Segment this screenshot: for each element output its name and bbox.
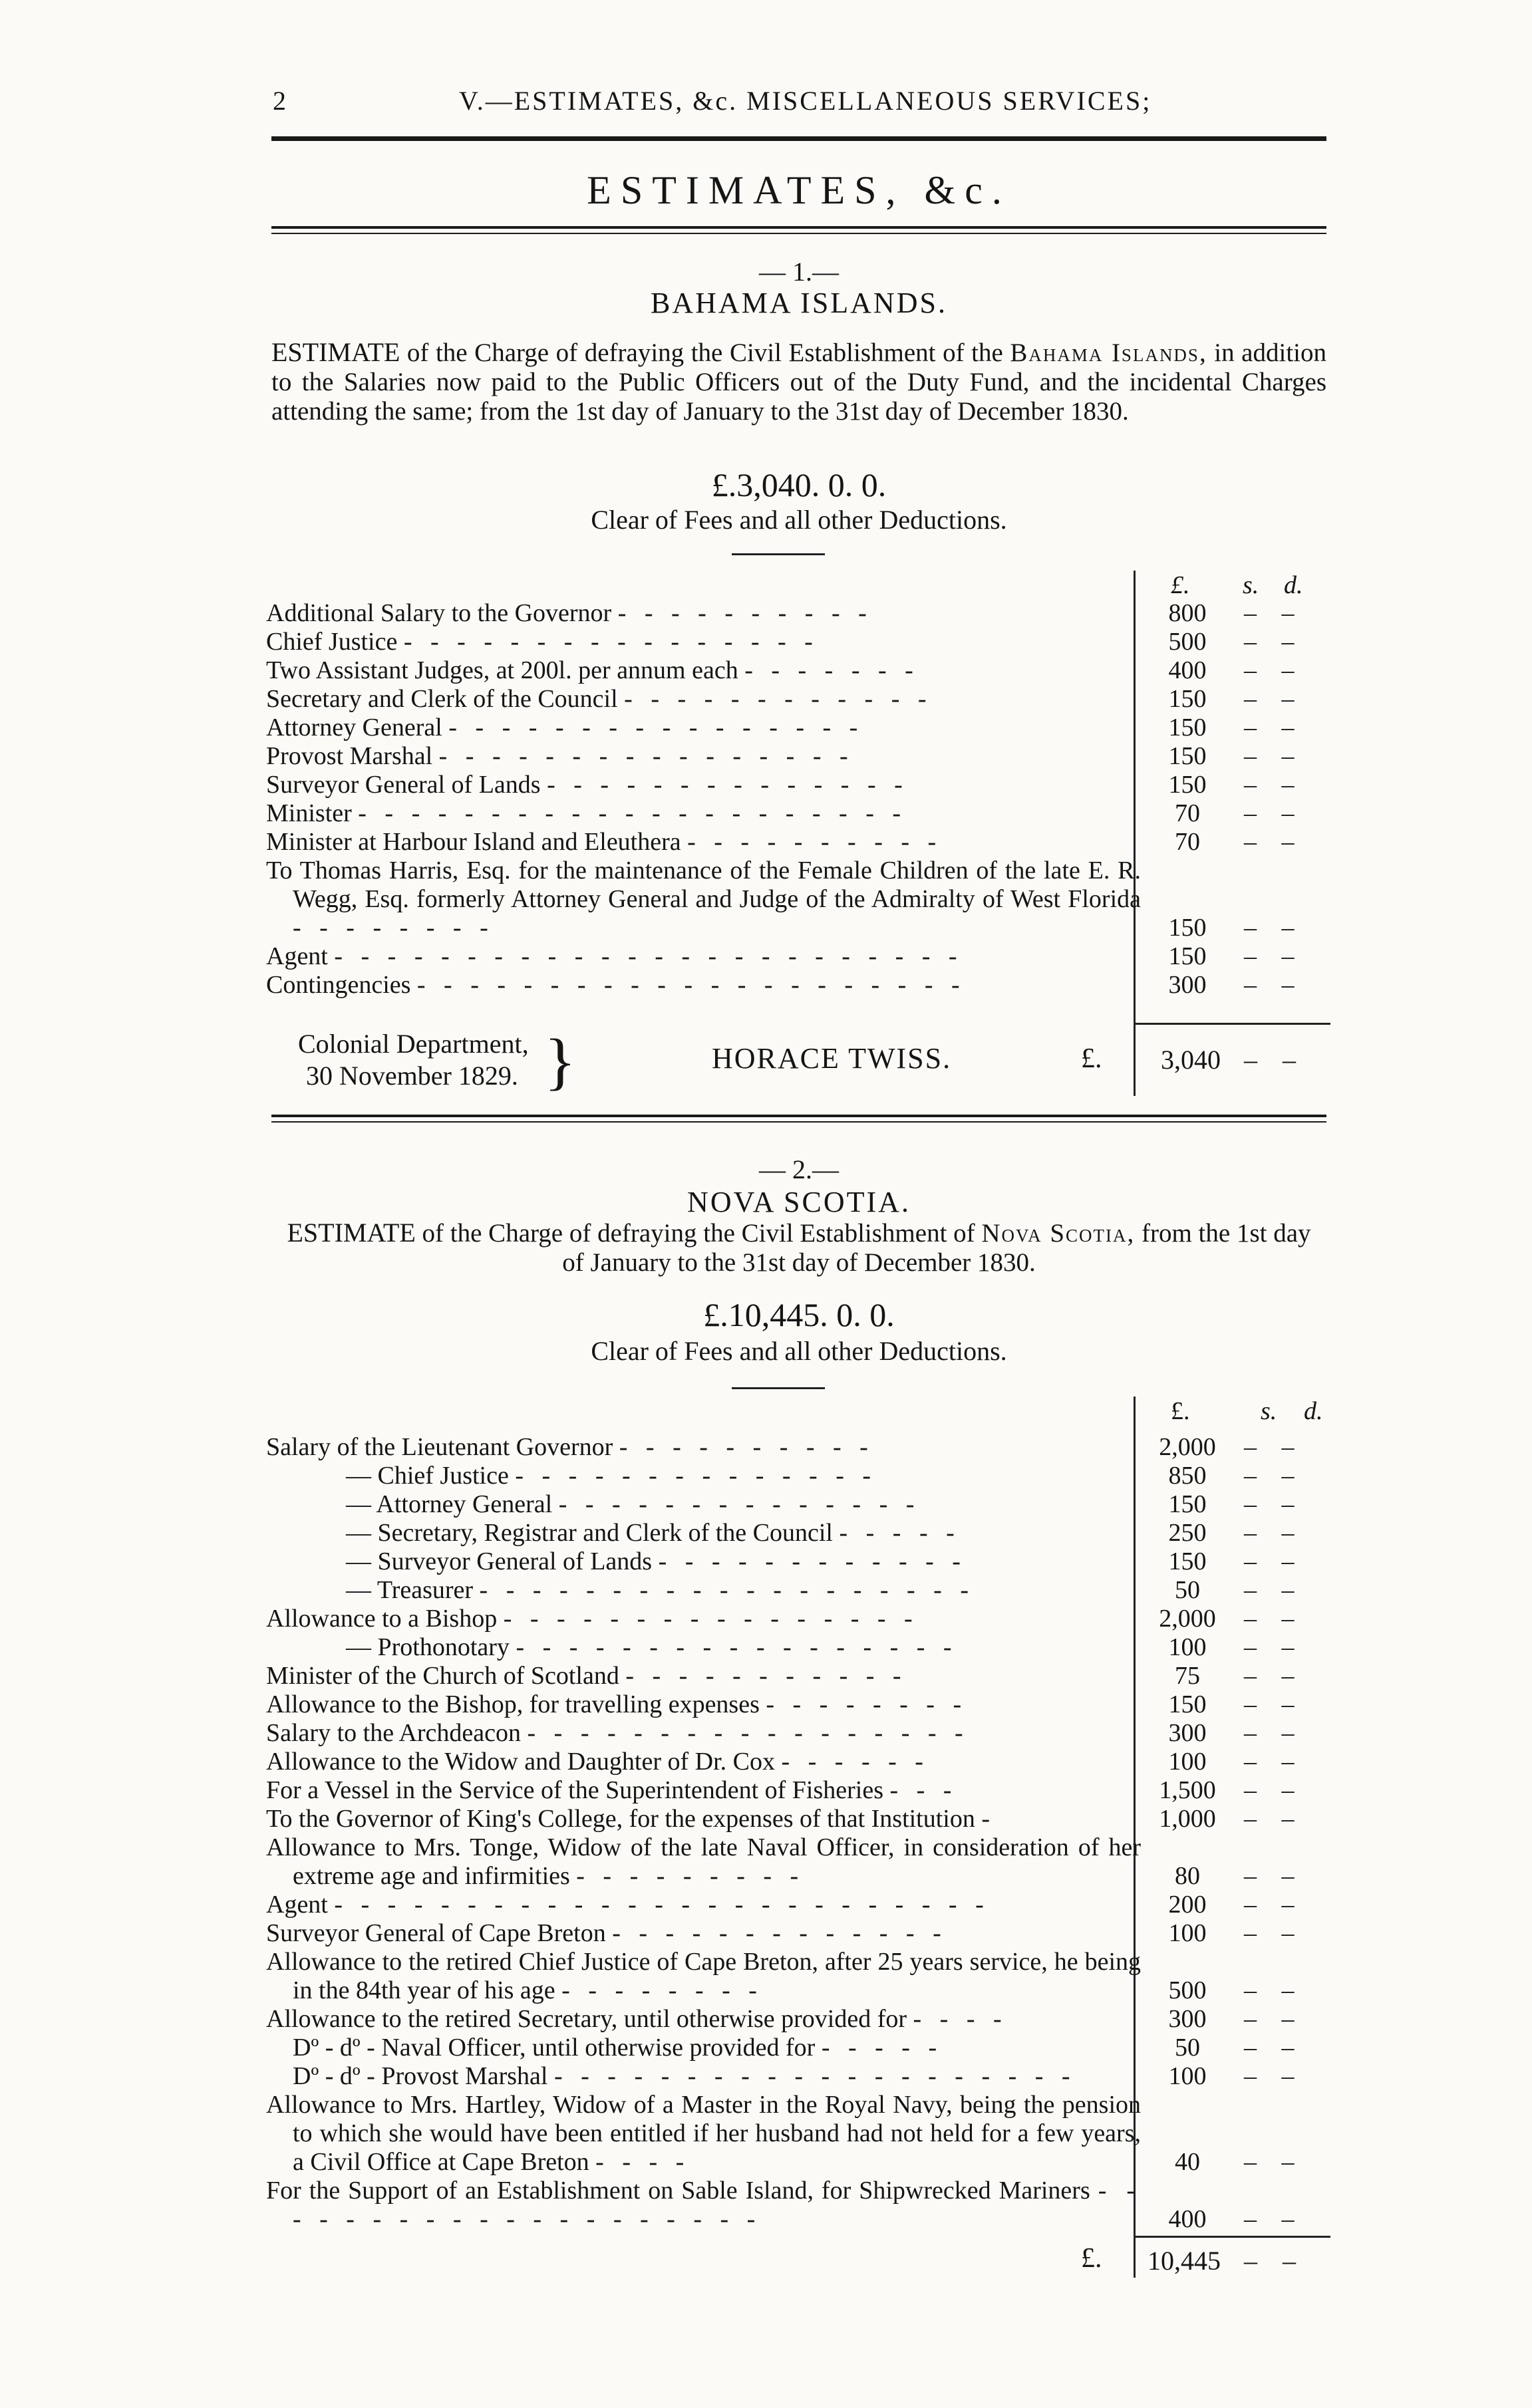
row-sd: – – xyxy=(1244,1462,1304,1490)
row-pounds: 850 xyxy=(1168,1462,1207,1490)
row-label: To Thomas Harris, Esq. for the maintenance of the Female Children of the late E. R. Wegg, Esq. formerly Attorney General and Judge of the Admiralty of West Florida xyxy=(266,857,1141,913)
row-pounds: 300 xyxy=(1168,2005,1207,2033)
row-sd: – – xyxy=(1244,1805,1304,1833)
row-label: — Attorney General xyxy=(346,1490,553,1518)
page-heading: ESTIMATES, &c. xyxy=(587,168,1011,212)
pence-header: d. xyxy=(1284,571,1303,599)
row-sd: – – xyxy=(1244,656,1304,684)
row-sd: – – xyxy=(1244,2034,1304,2062)
total-pound-sign: £. xyxy=(1081,1043,1102,1074)
column-headers xyxy=(1144,1397,1337,1426)
intro-text: of the Charge of defraying the Civil Establishment of the xyxy=(406,338,1003,367)
row-sd: – – xyxy=(1244,2062,1304,2090)
intro-text-cont: in addition to the Salaries now paid to the Public Officers out of the Duty Fund, and the incidental Charges attending the same; from the 1st day of January to the 31st day of December 1830. xyxy=(271,338,1327,426)
row-pounds: 200 xyxy=(1168,1891,1207,1919)
row-label: Salary to the Archdeacon xyxy=(266,1719,522,1747)
row-sd: – – xyxy=(1244,1662,1304,1690)
row-label: Contingencies xyxy=(266,971,411,999)
intro-colony: Nova Scotia, xyxy=(981,1219,1136,1248)
row-label: Allowance to the retired Chief Justice of Cape Breton, after 25 years service, he being in the 84th year of his age xyxy=(266,1948,1141,2004)
running-head xyxy=(273,85,1337,125)
row-label: — Treasurer xyxy=(346,1576,474,1604)
estimate-total: £.3,040. 0. 0. xyxy=(711,466,887,503)
row-label: Allowance to a Bishop xyxy=(266,1605,498,1633)
row-label: Dº - dº - Naval Officer, until otherwise provided for xyxy=(293,2034,816,2062)
section-total-sd: – – xyxy=(1244,2246,1305,2276)
row-pounds: 150 xyxy=(1168,685,1207,713)
row-label: — Prothonotary xyxy=(346,1633,510,1661)
row-label: Surveyor General of Cape Breton xyxy=(266,1919,606,1947)
table-row: Allowance to Mrs. Tonge, Widow of the late Naval Officer, in consideration of her extreme age and infirmities - - - - - - - - - 80 – – xyxy=(266,1833,1330,1891)
row-label: Agent xyxy=(266,1891,328,1919)
row-pounds: 2,000 xyxy=(1159,1433,1216,1461)
total-rule xyxy=(1134,1023,1330,1025)
row-sd: – – xyxy=(1244,1690,1304,1718)
row-label: Allowance to Mrs. Hartley, Widow of a Master in the Royal Navy, being the pension to which she would have been entitled if her husband had not held for a few years, a Civil Office at Cape Breton xyxy=(266,2091,1141,2176)
row-pounds: 150 xyxy=(1168,914,1207,942)
row-sd: – – xyxy=(1244,1605,1304,1633)
row-sd: – – xyxy=(1244,1776,1304,1804)
row-sd: – – xyxy=(1244,1976,1304,2004)
row-label: Salary of the Lieutenant Governor xyxy=(266,1433,613,1461)
row-pounds: 300 xyxy=(1168,971,1207,999)
row-sd: – – xyxy=(1244,828,1304,856)
row-sd: – – xyxy=(1244,1891,1304,1919)
row-sd: – – xyxy=(1244,1433,1304,1461)
row-sd: – – xyxy=(1244,2005,1304,2033)
row-pounds: 100 xyxy=(1168,2062,1207,2090)
row-label: Secretary and Clerk of the Council xyxy=(266,685,618,713)
row-pounds: 80 xyxy=(1175,1862,1200,1890)
row-sd: – – xyxy=(1244,1576,1304,1604)
total-pound-sign: £. xyxy=(1081,2243,1102,2274)
row-label: Dº - dº - Provost Marshal xyxy=(293,2062,548,2090)
section-number: — 2.— xyxy=(759,1154,839,1184)
row-sd: – – xyxy=(1244,1633,1304,1661)
table-row: For the Support of an Establishment on Sable Island, for Shipwrecked Mariners - - - - - - - - - - - - - - - - - - - - 400 – – xyxy=(266,2177,1330,2234)
pence-header: d. xyxy=(1304,1397,1323,1425)
clear-of-fees: Clear of Fees and all other Deductions. xyxy=(591,505,1007,535)
section-total: 3,040 xyxy=(1161,1045,1221,1075)
row-sd: – – xyxy=(1244,1919,1304,1947)
section-total-sd: – – xyxy=(1244,1045,1305,1075)
row-label: Chief Justice xyxy=(266,628,398,656)
row-label: For a Vessel in the Service of the Superintendent of Fisheries xyxy=(266,1776,883,1804)
total-rule xyxy=(1134,2236,1330,2238)
row-label: Allowance to the retired Secretary, until otherwise provided for xyxy=(266,2005,907,2033)
row-label: — Secretary, Registrar and Clerk of the Council xyxy=(346,1519,833,1547)
row-sd: – – xyxy=(1244,2205,1304,2233)
row-pounds: 300 xyxy=(1168,1719,1207,1747)
header-rule xyxy=(271,136,1326,141)
row-label: Minister of the Church of Scotland xyxy=(266,1662,619,1690)
row-pounds: 1,500 xyxy=(1159,1776,1216,1804)
signatory-name: HORACE TWISS. xyxy=(712,1042,952,1075)
section-intro xyxy=(271,338,1326,426)
estimate-total: £.10,445. 0. 0. xyxy=(703,1296,895,1333)
row-label: Two Assistant Judges, at 200l. per annum each xyxy=(266,656,738,684)
row-pounds: 150 xyxy=(1168,771,1207,799)
short-rule xyxy=(732,553,825,555)
row-sd: – – xyxy=(1244,714,1304,741)
row-label: Additional Salary to the Governor xyxy=(266,599,612,627)
row-pounds: 50 xyxy=(1175,1576,1200,1604)
row-label: To the Governor of King's College, for the expenses of that Institution xyxy=(266,1805,975,1833)
row-pounds: 50 xyxy=(1175,2034,1200,2062)
running-title: V.—ESTIMATES, &c. MISCELLANEOUS SERVICES; xyxy=(459,86,1152,116)
brace-glyph: } xyxy=(544,1025,576,1097)
row-pounds: 150 xyxy=(1168,1547,1207,1575)
intro-text-cont: from the 1st day of January to the 31st day of December 1830. xyxy=(562,1219,1311,1277)
short-rule xyxy=(732,1387,825,1389)
heading-rule xyxy=(271,226,1326,234)
sign-date: 30 November 1829. xyxy=(306,1061,518,1091)
row-pounds: 800 xyxy=(1168,599,1207,627)
row-pounds: 250 xyxy=(1168,1519,1207,1547)
row-sd: – – xyxy=(1244,2148,1304,2176)
row-label: — Chief Justice xyxy=(346,1462,509,1490)
row-pounds: 500 xyxy=(1168,1976,1207,2004)
row-label: Allowance to the Widow and Daughter of Dr. Cox xyxy=(266,1748,775,1776)
section-title: NOVA SCOTIA. xyxy=(687,1186,911,1218)
pounds-header: £. xyxy=(1171,571,1190,599)
row-pounds: 400 xyxy=(1168,656,1207,684)
row-sd: – – xyxy=(1244,1719,1304,1747)
row-sd: – – xyxy=(1244,942,1304,970)
row-pounds: 70 xyxy=(1175,828,1200,856)
row-sd: – – xyxy=(1244,914,1304,942)
row-label: Attorney General xyxy=(266,714,442,741)
row-sd: – – xyxy=(1244,599,1304,627)
row-pounds: 40 xyxy=(1175,2148,1200,2176)
row-pounds: 100 xyxy=(1168,1633,1207,1661)
table-row: Allowance to Mrs. Hartley, Widow of a Master in the Royal Navy, being the pension to which she would have been entitled if her husband had not held for a few years, a Civil Office at Cape Breton - - - - 40 – – xyxy=(266,2091,1330,2177)
row-pounds: 150 xyxy=(1168,714,1207,741)
clear-of-fees: Clear of Fees and all other Deductions. xyxy=(591,1336,1007,1366)
signature-place-date xyxy=(298,1028,529,1092)
estimate-table: £. s. d. Salary of the Lieutenant Governor - - - - - - - - - - 2,000 – – — Chief Justice - - - - - - - - - - - - - - 850 – – — Attorney General - - - - - - - - - - - - - - 150 – – — Secretary, Registrar and Clerk of the Council - - - - - 250 – – — Surveyor General of Lands - - - - - - - - - - - - 150 – – — Treasurer - - - - - - - - - - - - - - - - - - - 50 – – Allowance to a Bishop - - - - - - - - - - - - - - - - 2,000 – – — Prothonotary - - - - - - - - - - - - - - - - - 100 – – Minister of the Church of Scotland - - - - - - - - - - - 75 – – Allowance to the Bishop, for travelling expenses - - - - - - - - 150 – – Salary to the Archdeacon - - - - - - - - - - - - - - - - - 300 – – Allowance to the Widow and Daughter of Dr. Cox - - - - - - 100 – – For a Vessel in the Service of the Superintendent of Fisheries - - - 1,500 – – To the Governor of King's College, for the expenses of that Institution - 1,000 – – Allowance to Mrs. Tonge, Widow of the late Naval Officer, in consideration of her extreme age and infirmities - - - - - - - - - 80 – – Agent - - - - - - - - - - - - - - - - - - - - - - - - - 200 – – Surveyor General of Cape Breton - - - - - - - - - - - - - 100 – – Allowance to the retired Chief Justice of Cape Breton, after 25 years service, he being in the 84th year of his age - - - - - - - - 500 – – Allowance to the retired Secretary, until otherwise provided for - - - - 300 – – Dº - dº - Naval Officer, until otherwise provided for - - - - - 50 – – Dº - dº - Provost Marshal - - - - - - - - - - - - - - - - - - - - 100 – – Allowance to Mrs. Hartley, Widow of a Master in the Royal Navy, being the pension to which she would have been entitled if her husband had not held for a few years, a Civil Office at Cape Breton - - - - 40 – – For the Support of an Establishment on Sable Island, for Shipwrecked Mariners - - - - - - - - - - - - - - - - - - - - 400 – – £. 10,445 – – xyxy=(266,1397,1330,2288)
section-number: — 1.— xyxy=(759,257,839,287)
row-sd: – – xyxy=(1244,1547,1304,1575)
column-rule xyxy=(1134,571,1136,1096)
row-pounds: 150 xyxy=(1168,742,1207,770)
row-pounds: 150 xyxy=(1168,942,1207,970)
intro-text: of the Charge of defraying the Civil Establishment of xyxy=(422,1219,975,1248)
shillings-header: s. xyxy=(1243,571,1259,599)
row-label: Minister at Harbour Island and Eleuthera xyxy=(266,828,681,856)
row-pounds: 75 xyxy=(1175,1662,1200,1690)
row-label: Agent xyxy=(266,942,328,970)
row-pounds: 70 xyxy=(1175,799,1200,827)
row-sd: – – xyxy=(1244,685,1304,713)
section-divider xyxy=(271,1115,1326,1123)
row-label: Allowance to Mrs. Tonge, Widow of the late Naval Officer, in consideration of her extreme age and infirmities xyxy=(266,1833,1141,1890)
row-label: Allowance to the Bishop, for travelling expenses xyxy=(266,1690,760,1718)
row-pounds: 100 xyxy=(1168,1748,1207,1776)
section-total: 10,445 xyxy=(1148,2246,1221,2276)
row-sd: – – xyxy=(1244,628,1304,656)
intro-lead: ESTIMATE xyxy=(271,337,400,367)
row-sd: – – xyxy=(1244,742,1304,770)
row-sd: – – xyxy=(1244,771,1304,799)
section-title: BAHAMA ISLANDS. xyxy=(651,287,947,319)
row-label: Provost Marshal xyxy=(266,742,433,770)
row-pounds: 150 xyxy=(1168,1690,1207,1718)
table-row: To Thomas Harris, Esq. for the maintenance of the Female Children of the late E. R. Wegg, Esq. formerly Attorney General and Judge of the Admiralty of West Florida - - - - - - - - 150 – – xyxy=(266,857,1330,942)
row-pounds: 2,000 xyxy=(1159,1605,1216,1633)
intro-lead: ESTIMATE xyxy=(287,1218,416,1248)
table-row: Allowance to the retired Chief Justice of Cape Breton, after 25 years service, he being in the 84th year of his age - - - - - - - - 500 – – xyxy=(266,1948,1330,2005)
section-intro xyxy=(271,1218,1326,1277)
row-sd: – – xyxy=(1244,1748,1304,1776)
row-label: For the Support of an Establishment on Sable Island, for Shipwrecked Mariners xyxy=(266,2177,1090,2205)
row-label: Surveyor General of Lands xyxy=(266,771,541,799)
row-pounds: 1,000 xyxy=(1159,1805,1216,1833)
row-pounds: 400 xyxy=(1168,2205,1207,2233)
row-label: Minister xyxy=(266,799,352,827)
row-sd: – – xyxy=(1244,799,1304,827)
row-label: — Surveyor General of Lands xyxy=(346,1547,653,1575)
column-headers xyxy=(1144,571,1337,600)
row-sd: – – xyxy=(1244,1519,1304,1547)
row-pounds: 500 xyxy=(1168,628,1207,656)
row-sd: – – xyxy=(1244,1862,1304,1890)
row-pounds: 100 xyxy=(1168,1919,1207,1947)
shillings-header: s. xyxy=(1261,1397,1277,1425)
pounds-header: £. xyxy=(1171,1397,1190,1425)
row-sd: – – xyxy=(1244,971,1304,999)
row-pounds: 150 xyxy=(1168,1490,1207,1518)
page-number: 2 xyxy=(273,86,288,116)
estimate-table: £. s. d. Additional Salary to the Governor - - - - - - - - - - 800 – – Chief Justice - - - - - - - - - - - - - - - - 500 – – Two Assistant Judges, at 200l. per annum each - - - - - - - 400 – – Secretary and Clerk of the Council - - - - - - - - - - - - 150 – – Attorney General - - - - - - - - - - - - - - - - 150 – – Provost Marshal - - - - - - - - - - - - - - - - 150 – – Surveyor General of Lands - - - - - - - - - - - - - - 150 – – Minister - - - - - - - - - - - - - - - - - - - - - 70 – – Minister at Harbour Island and Eleuthera - - - - - - - - - - 70 – – To Thomas Harris, Esq. for the maintenance of the Female Children of the late E. R. Wegg, Esq. formerly Attorney General and Judge of the Admiralty of West Florida - - - - - - - - 150 – – Agent - - - - - - - - - - - - - - - - - - - - - - - - 150 – – Contingencies - - - - - - - - - - - - - - - - - - - - - 300 – – Colonial Department, 30 November 1829. } HORACE TWISS. £. 3,040 – – xyxy=(266,571,1330,1096)
department: Colonial Department, xyxy=(298,1029,529,1059)
intro-colony: Bahama Islands, xyxy=(1010,338,1207,367)
row-sd: – – xyxy=(1244,1490,1304,1518)
